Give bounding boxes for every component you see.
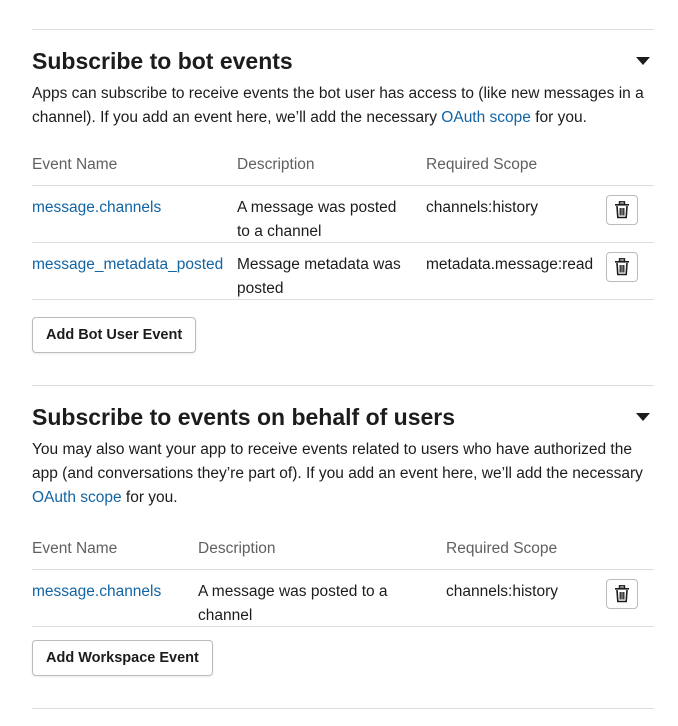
user-events-description-text: You may also want your app to receive events related to users who have authorized the app (and conversations they’re part of). If you add an event here, we’ll add the necessary [32,441,643,482]
bot-events-header[interactable] [32,46,654,80]
column-required-scope: Required Scope [426,156,538,173]
table-row [32,570,654,627]
caret-down-icon[interactable] [636,57,650,65]
column-description: Description [198,540,276,557]
event-name-link[interactable]: message.channels [32,583,162,600]
user-events-header[interactable] [32,402,654,436]
event-scope: channels:history [426,199,539,216]
delete-event-button[interactable] [606,195,638,225]
trash-icon [614,258,630,276]
table-row [32,243,654,300]
bot-events-description-suffix: for you. [530,109,587,126]
column-event-name: Event Name [32,540,118,557]
table-row [32,186,654,243]
oauth-scope-link[interactable]: OAuth scope [32,489,122,506]
event-scope: metadata.message:read [426,256,594,273]
caret-down-icon[interactable] [636,413,650,421]
bot-events-description-text: Apps can subscribe to receive events the bot user has access to (like new messages in a channel). If you add an event here, we’ll add the necessary [32,85,644,126]
column-description: Description [237,156,315,173]
bot-events-description [32,82,652,130]
bot-events-table [32,152,654,300]
event-description: A message was posted to a channel [198,583,388,624]
user-events-description-suffix: for you. [121,489,178,506]
user-events-description [32,438,654,510]
top-divider [32,29,654,30]
trash-icon [614,585,630,603]
delete-event-button[interactable] [606,252,638,282]
middle-divider [32,385,654,386]
event-name-link[interactable]: message_metadata_posted [32,256,224,273]
column-required-scope: Required Scope [446,540,558,557]
user-events-table-header [32,536,654,570]
event-name-link[interactable]: message.channels [32,199,162,216]
event-description: Message metadata was posted [237,256,401,297]
user-events-table [32,536,654,627]
add-bot-user-event-button[interactable]: Add Bot User Event [32,317,196,353]
event-scope: channels:history [446,583,559,600]
column-event-name: Event Name [32,156,118,173]
bot-events-table-header [32,152,654,186]
bottom-divider [32,708,654,709]
user-events-title: Subscribe to events on behalf of users [32,404,456,430]
user-events-section [32,402,654,627]
delete-event-button[interactable] [606,579,638,609]
bot-events-title: Subscribe to bot events [32,48,293,74]
add-workspace-event-button[interactable]: Add Workspace Event [32,640,213,676]
bot-events-section [32,46,654,300]
oauth-scope-link[interactable]: OAuth scope [441,109,531,126]
event-description: A message was posted to a channel [237,199,397,240]
trash-icon [614,201,630,219]
